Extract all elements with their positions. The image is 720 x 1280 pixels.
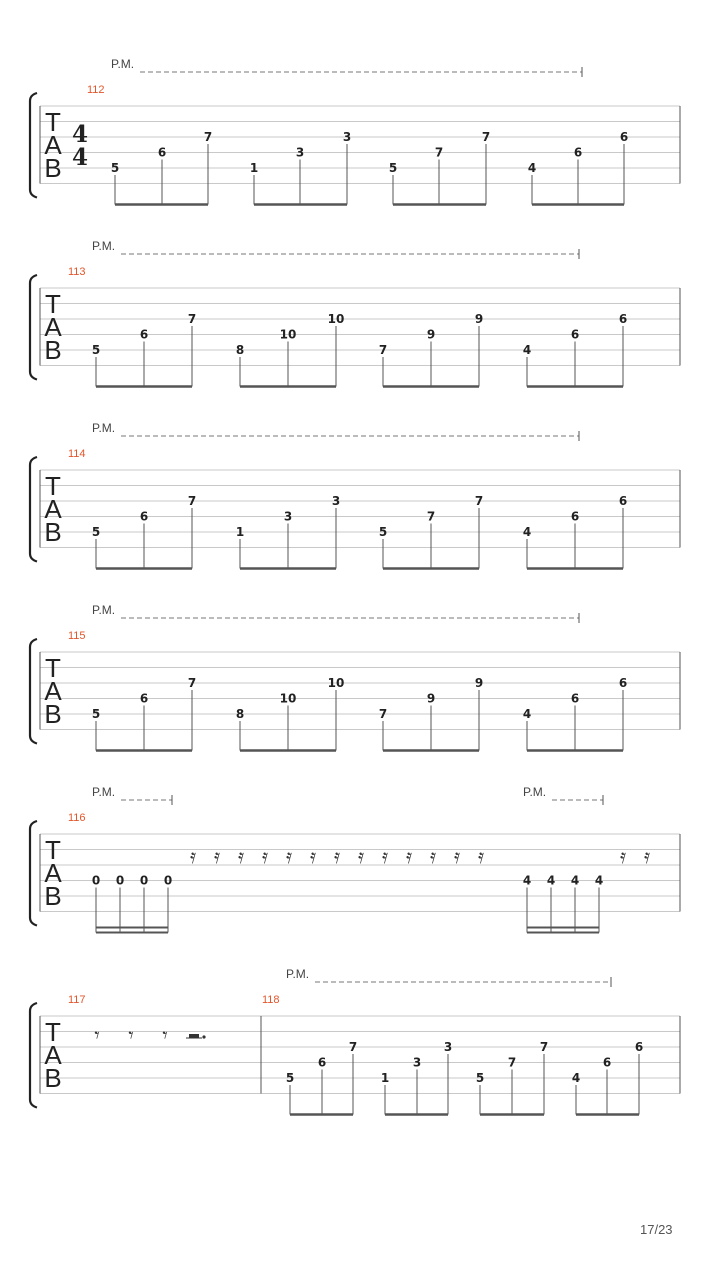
sixteenth-rest: 𝄿 (261, 844, 269, 868)
system-bracket (30, 275, 37, 380)
sixteenth-rest: 𝄿 (453, 844, 461, 868)
palm-mute-label: P.M. (92, 785, 116, 799)
fret-number: 5 (475, 1071, 485, 1085)
tab-letter: A (44, 129, 62, 160)
sixteenth-rest: 𝄿 (477, 844, 485, 868)
fret-number: 3 (295, 145, 305, 160)
fret-number: 5 (91, 525, 101, 539)
fret-number: 8 (235, 707, 245, 721)
fret-number: 10 (279, 327, 297, 342)
fret-number: 7 (507, 1055, 517, 1070)
sixteenth-rest: 𝄿 (285, 844, 293, 868)
staff-system (30, 57, 680, 205)
fret-number: 6 (317, 1055, 327, 1070)
fret-number: 4 (522, 525, 532, 539)
fret-number: 3 (342, 130, 352, 144)
fret-number: 6 (139, 327, 149, 342)
tab-letter: B (44, 334, 62, 365)
measure-number: 115 (68, 630, 86, 642)
tab-letter: B (44, 152, 62, 183)
tab-letter: A (44, 1039, 62, 1070)
sixteenth-rest: 𝄿 (309, 844, 317, 868)
fret-number: 4 (594, 873, 604, 888)
measure-number: 114 (68, 448, 86, 460)
measure-number: 113 (68, 266, 86, 278)
fret-number: 5 (91, 343, 101, 357)
fret-number: 5 (110, 161, 120, 175)
fret-number: 7 (426, 509, 436, 524)
fret-number: 9 (426, 327, 436, 342)
fret-number: 1 (249, 161, 259, 175)
time-signature-bottom: 4 (71, 144, 89, 171)
fret-number: 4 (546, 873, 556, 888)
page-number: 17/23 (640, 1222, 673, 1237)
half-rest (189, 1034, 199, 1038)
system-bracket (30, 639, 37, 744)
fret-number: 6 (618, 312, 628, 326)
fret-number: 6 (139, 691, 149, 706)
system-bracket (30, 457, 37, 562)
measure-number: 112 (87, 84, 105, 96)
palm-mute-label: P.M. (523, 785, 547, 799)
fret-number: 3 (283, 509, 293, 524)
palm-mute-label: P.M. (92, 421, 116, 435)
fret-number: 6 (573, 145, 583, 160)
fret-number: 7 (203, 130, 213, 144)
eighth-rest: 𝄾 (128, 1023, 134, 1047)
sixteenth-rest: 𝄿 (381, 844, 389, 868)
fret-number: 10 (279, 691, 297, 706)
tab-letter: T (45, 834, 61, 865)
eighth-rest: 𝄾 (94, 1023, 100, 1047)
fret-number: 6 (570, 509, 580, 524)
fret-number: 7 (187, 494, 197, 508)
tab-letter: A (44, 675, 62, 706)
system-bracket (30, 1003, 37, 1108)
staff-system (30, 967, 680, 1115)
fret-number: 4 (570, 873, 580, 888)
palm-mute-label: P.M. (111, 57, 135, 71)
fret-number: 7 (187, 312, 197, 326)
fret-number: 7 (348, 1040, 358, 1054)
tab-letter: B (44, 1062, 62, 1093)
fret-number: 6 (570, 327, 580, 342)
palm-mute-label: P.M. (92, 239, 116, 253)
tab-letter: A (44, 311, 62, 342)
fret-number: 3 (412, 1055, 422, 1070)
tab-letter: B (44, 698, 62, 729)
sixteenth-rest: 𝄿 (429, 844, 437, 868)
sixteenth-rest: 𝄿 (333, 844, 341, 868)
staff-system (30, 785, 680, 933)
fret-number: 7 (474, 494, 484, 508)
tab-letter: B (44, 880, 62, 911)
fret-number: 7 (434, 145, 444, 160)
tab-letter: B (44, 516, 62, 547)
sixteenth-rest: 𝄿 (619, 844, 627, 868)
fret-number: 6 (602, 1055, 612, 1070)
fret-number: 4 (522, 343, 532, 357)
fret-number: 4 (522, 873, 532, 888)
fret-number: 6 (634, 1040, 644, 1054)
system-bracket (30, 93, 37, 198)
fret-number: 3 (331, 494, 341, 508)
fret-number: 7 (378, 343, 388, 357)
fret-number: 6 (139, 509, 149, 524)
fret-number: 0 (163, 873, 173, 888)
tab-letter: T (45, 652, 61, 683)
tab-letter: A (44, 857, 62, 888)
time-signature-top: 4 (71, 121, 89, 148)
eighth-rest: 𝄾 (162, 1023, 168, 1047)
tab-letter: T (45, 288, 61, 319)
fret-number: 5 (285, 1071, 295, 1085)
fret-number: 9 (474, 312, 484, 326)
fret-number: 10 (327, 312, 345, 326)
fret-number: 7 (481, 130, 491, 144)
staff-system (30, 603, 680, 751)
fret-number: 4 (527, 161, 537, 175)
measure-number: 118 (262, 994, 280, 1006)
sixteenth-rest: 𝄿 (189, 844, 197, 868)
fret-number: 0 (115, 873, 125, 888)
sixteenth-rest: 𝄿 (237, 844, 245, 868)
fret-number: 8 (235, 343, 245, 357)
fret-number: 1 (235, 525, 245, 539)
tab-letter: A (44, 493, 62, 524)
sixteenth-rest: 𝄿 (643, 844, 651, 868)
palm-mute-label: P.M. (286, 967, 310, 981)
staff-system (30, 421, 680, 569)
fret-number: 6 (618, 676, 628, 690)
sixteenth-rest: 𝄿 (405, 844, 413, 868)
palm-mute-label: P.M. (92, 603, 116, 617)
fret-number: 1 (380, 1071, 390, 1085)
rest-dot (202, 1035, 205, 1038)
sixteenth-rest: 𝄿 (213, 844, 221, 868)
fret-number: 5 (91, 707, 101, 721)
fret-number: 4 (522, 707, 532, 721)
fret-number: 6 (619, 130, 629, 144)
fret-number: 5 (388, 161, 398, 175)
fret-number: 0 (91, 873, 101, 888)
staff-system (30, 239, 680, 387)
fret-number: 6 (618, 494, 628, 508)
fret-number: 6 (157, 145, 167, 160)
system-bracket (30, 821, 37, 926)
fret-number: 9 (426, 691, 436, 706)
tab-letter: T (45, 1016, 61, 1047)
measure-number: 116 (68, 812, 86, 824)
fret-number: 9 (474, 676, 484, 690)
fret-number: 7 (378, 707, 388, 721)
tab-letter: T (45, 106, 61, 137)
fret-number: 5 (378, 525, 388, 539)
sixteenth-rest: 𝄿 (357, 844, 365, 868)
measure-number: 117 (68, 994, 86, 1006)
fret-number: 6 (570, 691, 580, 706)
fret-number: 7 (539, 1040, 549, 1054)
tab-letter: T (45, 470, 61, 501)
fret-number: 0 (139, 873, 149, 888)
fret-number: 7 (187, 676, 197, 690)
fret-number: 4 (571, 1071, 581, 1085)
fret-number: 10 (327, 676, 345, 690)
fret-number: 3 (443, 1040, 453, 1054)
